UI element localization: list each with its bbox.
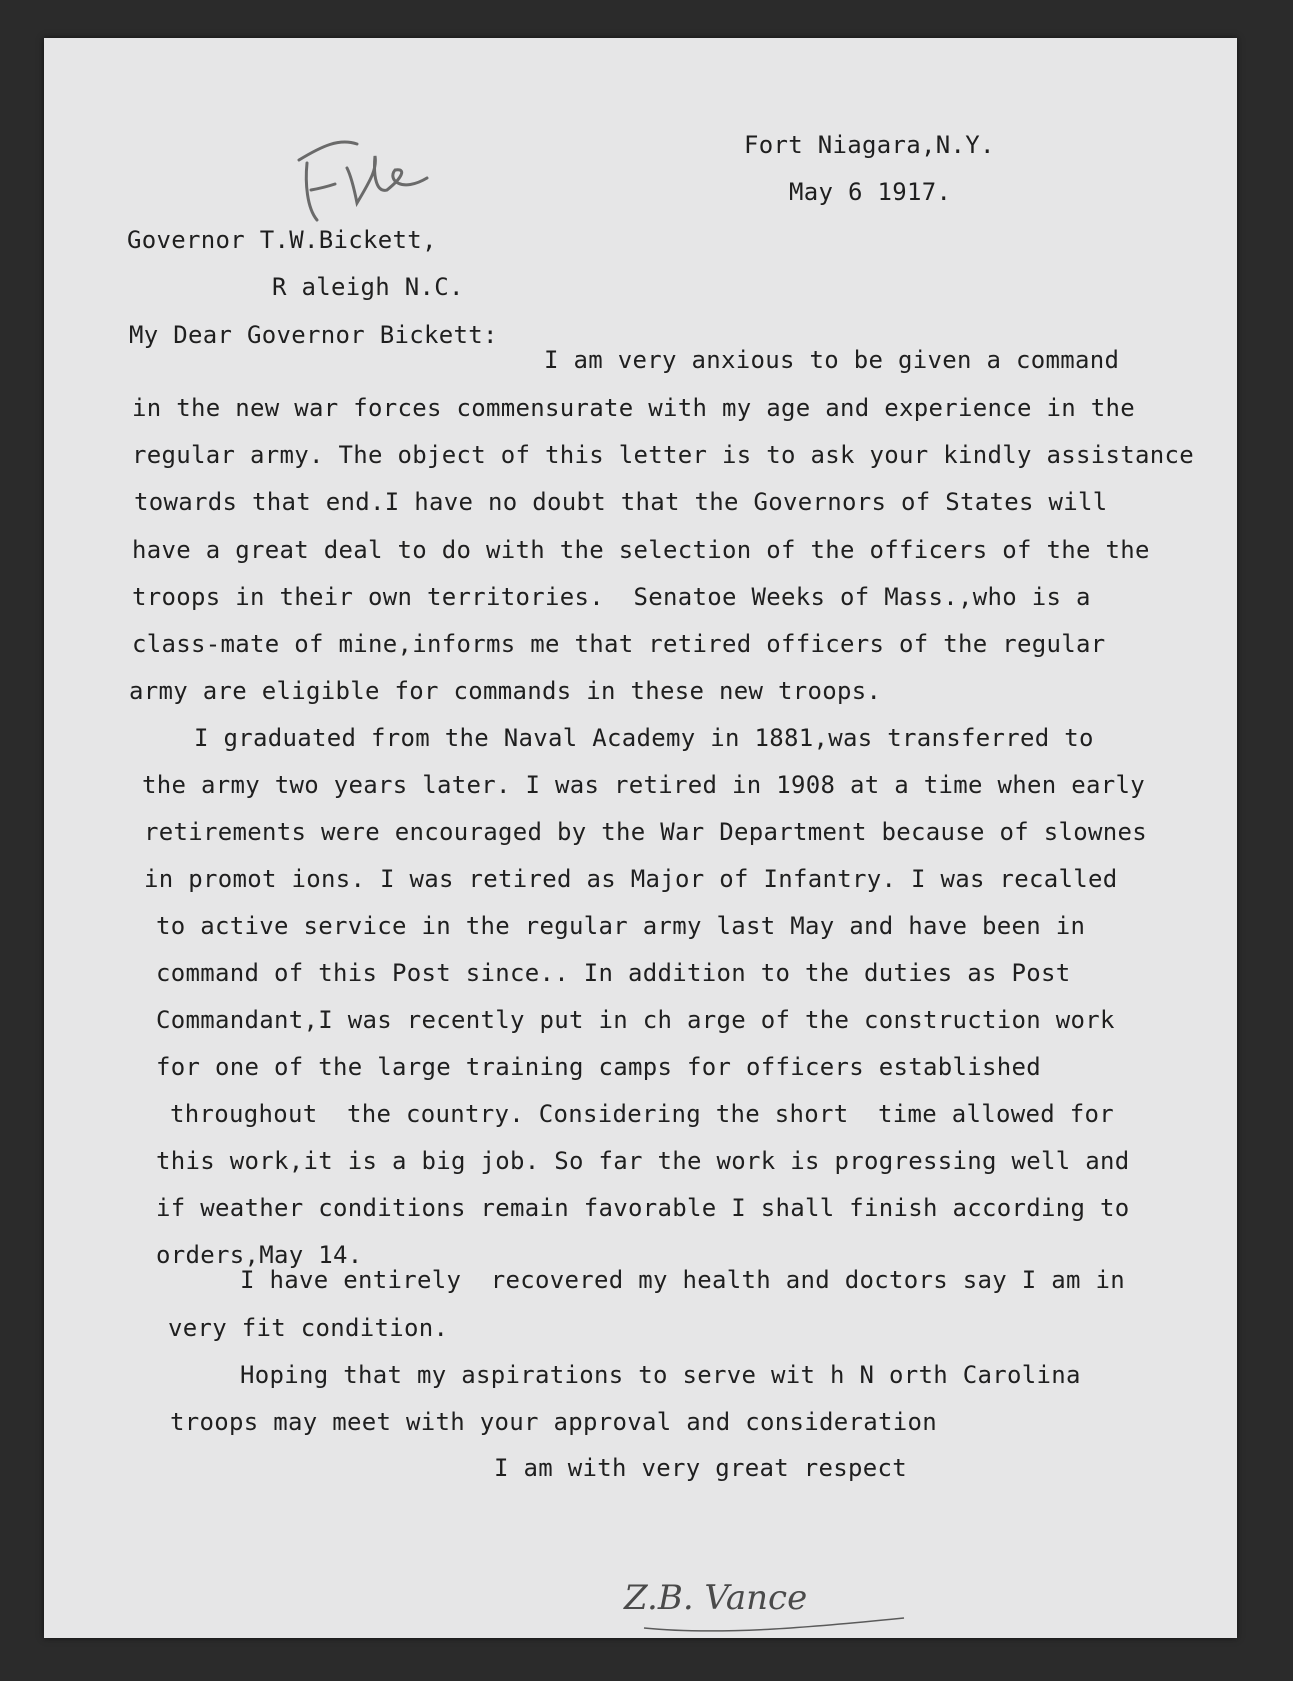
- body-line: throughout the country. Considering the short time allowed for: [170, 1100, 1114, 1128]
- body-line: if weather conditions remain favorable I shall finish according to: [156, 1194, 1130, 1222]
- body-line: for one of the large training camps for officers established: [156, 1053, 1041, 1081]
- body-line: I am very anxious to be given a command: [544, 346, 1120, 374]
- signature: [604, 1576, 964, 1642]
- body-line: class-mate of mine,informs me that retired officers of the regular: [132, 630, 1106, 658]
- body-line: I have entirely recovered my health and doctors say I am in: [240, 1266, 1125, 1294]
- body-line: army are eligible for commands in these new troops.: [129, 677, 882, 705]
- body-line: towards that end.I have no doubt that the Governors of States will: [134, 488, 1108, 516]
- body-line: the army two years later. I was retired in 1908 at a time when early: [142, 771, 1145, 799]
- body-line: very fit condition.: [168, 1314, 449, 1342]
- letter-page: [44, 38, 1237, 1638]
- recipient-address: R aleigh N.C.: [272, 273, 464, 301]
- body-line: Commandant,I was recently put in ch arge of the construction work: [156, 1006, 1115, 1034]
- place-line: Fort Niagara,N.Y.: [744, 131, 995, 159]
- body-line: orders,May 14.: [156, 1241, 363, 1269]
- body-line: in the new war forces commensurate with my age and experience in the: [132, 394, 1135, 422]
- body-line: have a great deal to do with the selection of the officers of the the: [132, 536, 1150, 564]
- body-line: this work,it is a big job. So far the work is progressing well and: [156, 1147, 1130, 1175]
- date-line: May 6 1917.: [789, 178, 952, 206]
- salutation: My Dear Governor Bickett:: [129, 321, 498, 349]
- body-line: to active service in the regular army last May and have been in: [156, 912, 1086, 940]
- body-line: retirements were encouraged by the War Department because of slownes: [144, 818, 1147, 846]
- recipient-name: Governor T.W.Bickett,: [127, 226, 437, 254]
- signature-text: Z.B. Vance: [624, 1578, 808, 1618]
- body-line: troops may meet with your approval and consideration: [170, 1408, 937, 1436]
- closing-line: I am with very great respect: [494, 1454, 907, 1482]
- body-line: Hoping that my aspirations to serve wit h N orth Carolina: [240, 1361, 1081, 1389]
- body-line: I graduated from the Naval Academy in 1881,was transferred to: [194, 724, 1094, 752]
- body-line: in promot ions. I was retired as Major of Infantry. I was recalled: [144, 865, 1118, 893]
- handwritten-file-mark: [277, 108, 447, 228]
- body-line: command of this Post since.. In addition to the duties as Post: [156, 959, 1071, 987]
- body-line: troops in their own territories. Senatoe Weeks of Mass.,who is a: [132, 583, 1091, 611]
- body-line: regular army. The object of this letter is to ask your kindly assistance: [132, 441, 1194, 469]
